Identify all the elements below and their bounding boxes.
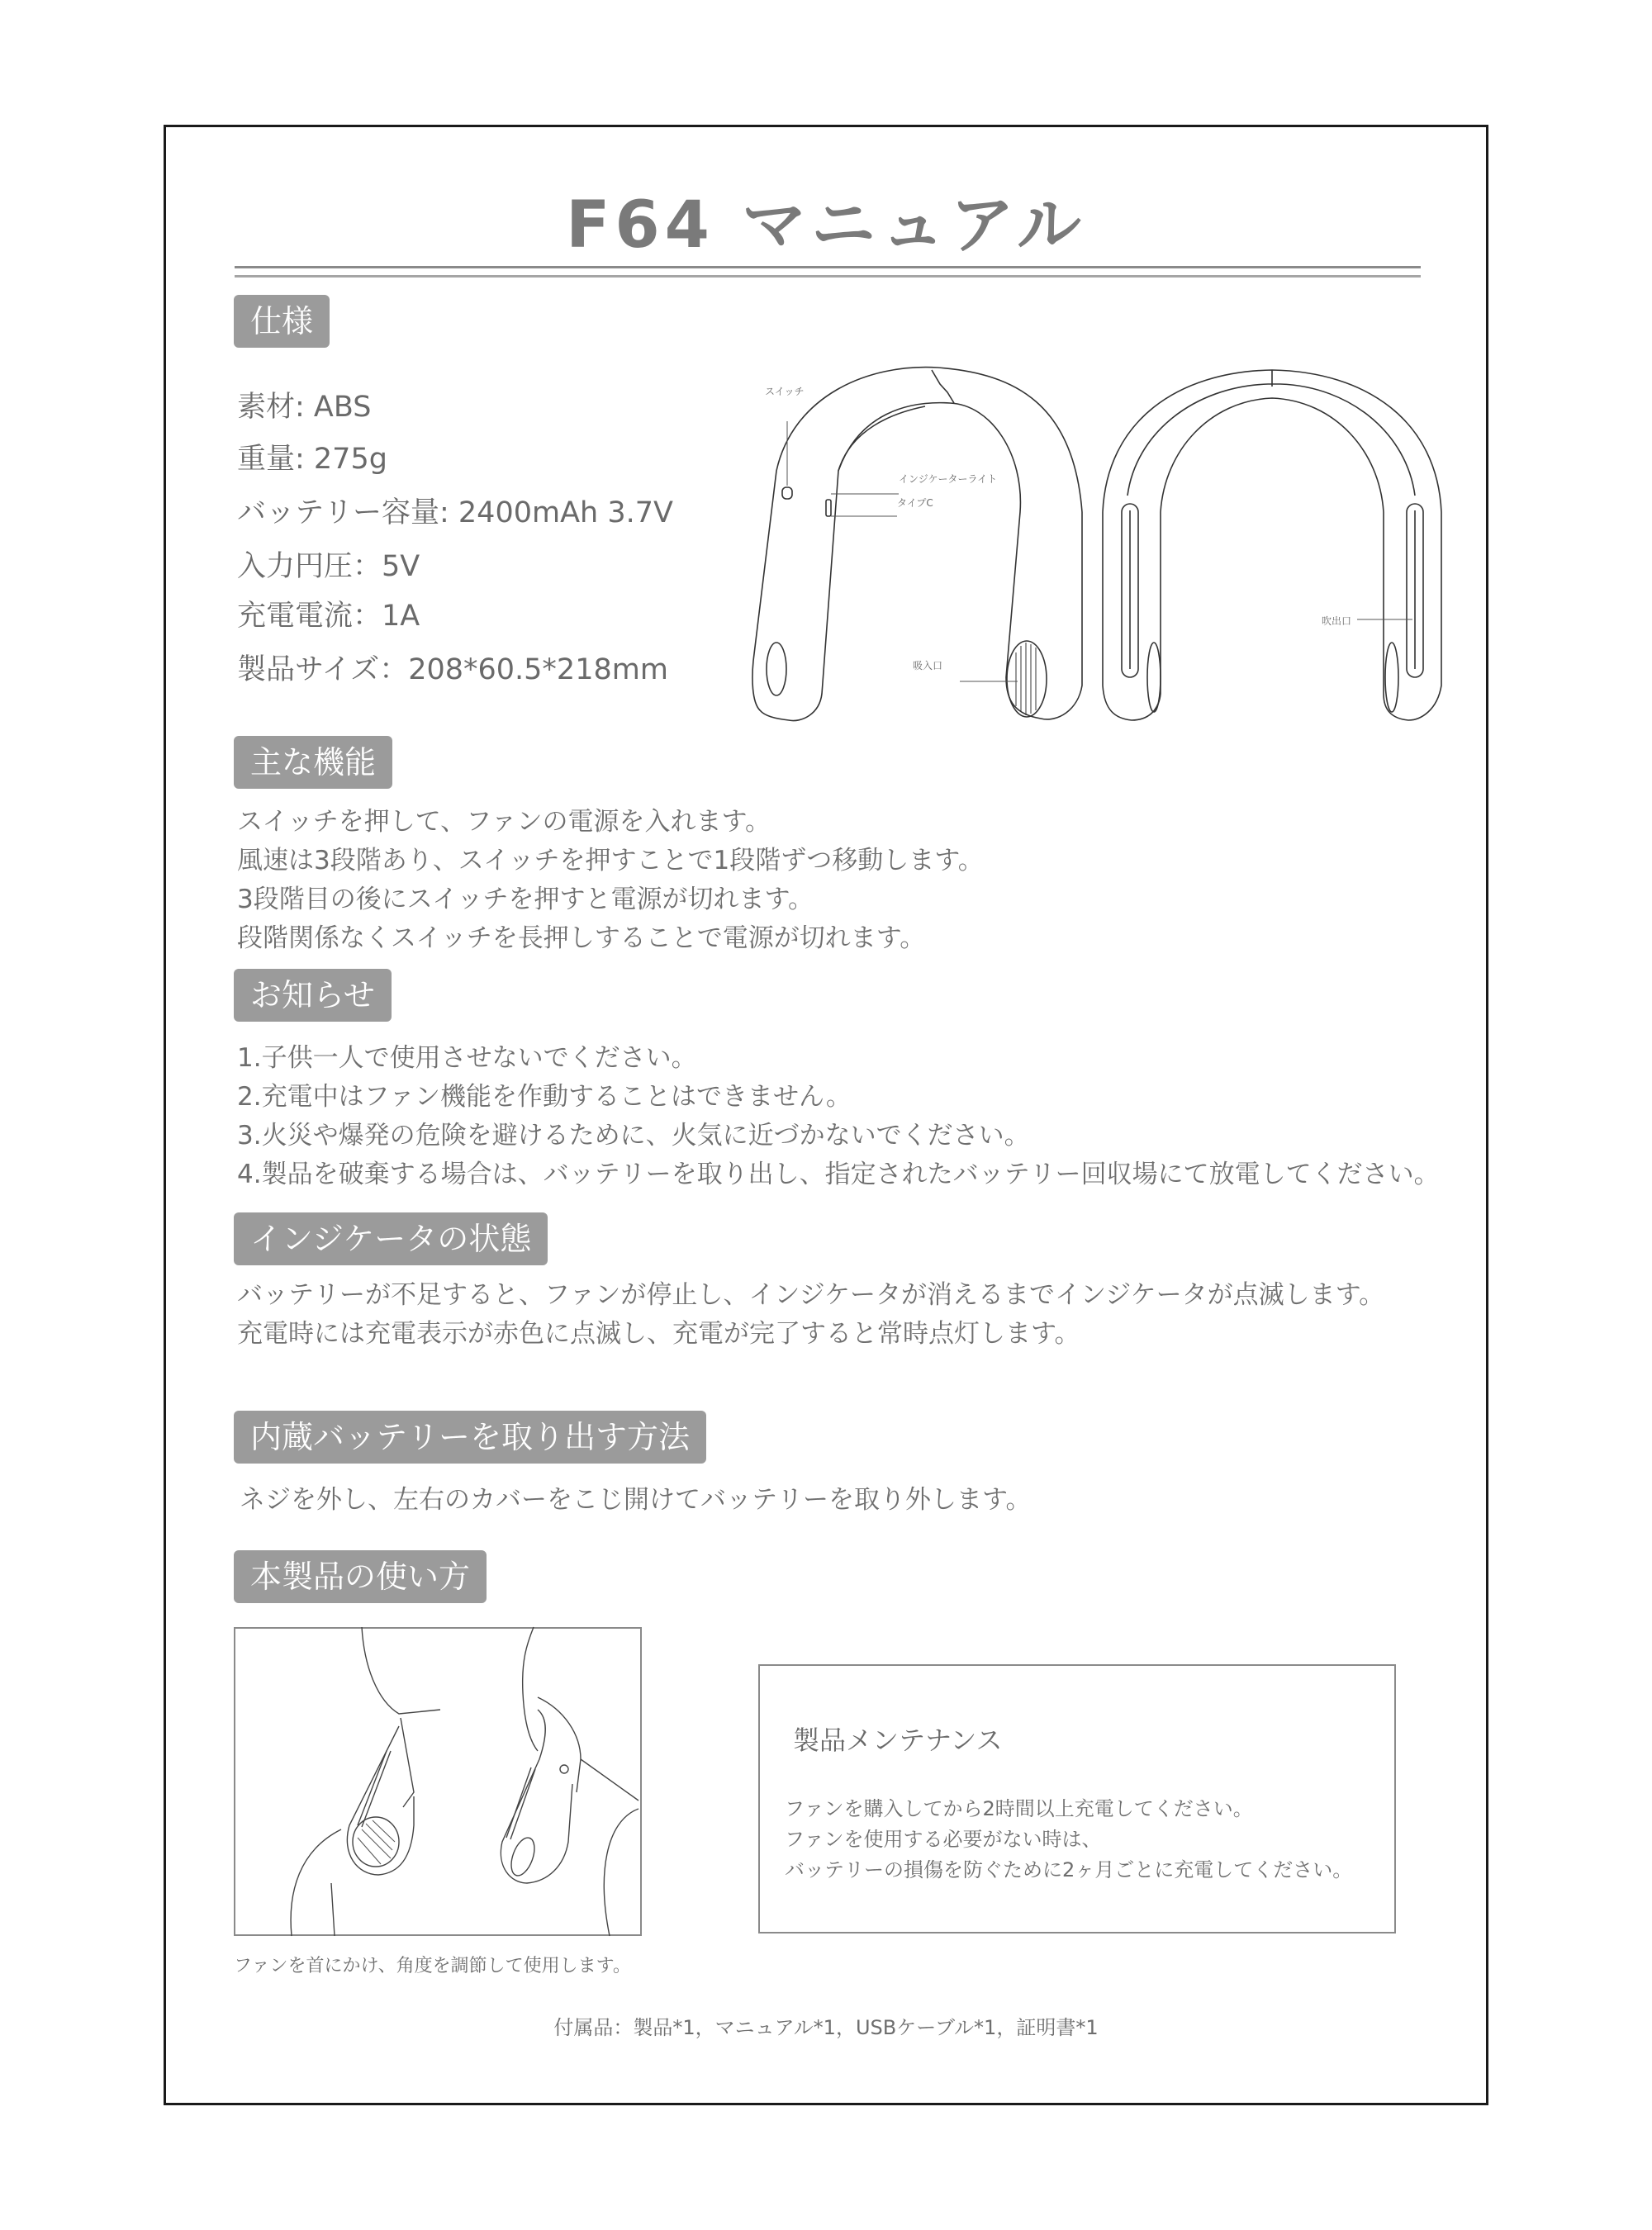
section-header-usage: 本製品の使い方 — [234, 1550, 487, 1603]
usage-illustration — [234, 1627, 642, 1936]
notice-line: 2.充電中はファン機能を作動することはできません。 — [237, 1082, 852, 1112]
product-front-view-diagram — [1094, 347, 1458, 719]
spec-battery-capacity: バッテリー容量: 2400mAh 3.7V — [237, 496, 673, 529]
title-divider-top — [235, 266, 1421, 268]
section-header-notice: お知らせ — [234, 969, 392, 1022]
battery-removal-line: ネジを外し、左右のカバーをこじ開けてバッテリーを取り外します。 — [240, 1485, 1032, 1515]
feature-line: 3段階目の後にスイッチを押すと電源が切れます。 — [237, 885, 814, 914]
notice-line: 4.製品を破棄する場合は、バッテリーを取り出し、指定されたバッテリー回収場にて放電してください。 — [237, 1160, 1440, 1189]
feature-line: 段階関係なくスイッチを長押しすることで電源が切れます。 — [237, 923, 926, 953]
spec-product-size: 製品サイズ：208*60.5*218mm — [237, 653, 668, 686]
callout-indicator-light: インジケーターライト — [899, 473, 998, 485]
maintenance-line: ファンを使用する必要がない時は、 — [785, 1828, 1102, 1851]
spec-charge-current: 充電電流：1A — [237, 600, 420, 633]
feature-line: 風速は3段階あり、スイッチを押すことで1段階ずつ移動します。 — [237, 846, 984, 875]
maintenance-line: バッテリーの損傷を防ぐために2ヶ月ごとに充電してください。 — [785, 1858, 1353, 1881]
page-title: F64 マニュアル — [566, 188, 1086, 263]
callout-type-c: タイプC — [897, 497, 933, 509]
usage-caption: ファンを首にかけ、角度を調節して使用します。 — [234, 1956, 631, 1976]
title-divider-bottom — [235, 275, 1421, 278]
included-items: 付属品：製品*1，マニュアル*1，USBケーブル*1，証明書*1 — [553, 2016, 1099, 2039]
spec-input-voltage: 入力円圧：5V — [237, 550, 420, 583]
indicator-line: 充電時には充電表示が赤色に点滅し、充電が完了すると常時点灯します。 — [237, 1319, 1080, 1349]
callout-switch: スイッチ — [765, 386, 805, 397]
section-header-features: 主な機能 — [234, 736, 392, 789]
maintenance-line: ファンを購入してから2時間以上充電してください。 — [785, 1797, 1253, 1820]
section-header-battery-removal: 内蔵バッテリーを取り出す方法 — [234, 1411, 706, 1464]
spec-weight: 重量: 275g — [237, 443, 387, 476]
section-header-indicator: インジケータの状態 — [234, 1212, 548, 1265]
callout-outlet: 吹出口 — [1322, 615, 1352, 627]
indicator-line: バッテリーが不足すると、ファンが停止し、インジケータが消えるまでインジケータが点滅します。 — [237, 1280, 1385, 1310]
notice-line: 3.火災や爆発の危険を避けるために、火気に近づかないでください。 — [237, 1121, 1030, 1151]
callout-intake: 吸入口 — [913, 660, 943, 671]
spec-material: 素材: ABS — [237, 391, 372, 424]
section-header-specs: 仕様 — [234, 295, 330, 348]
notice-line: 1.子供一人で使用させないでください。 — [237, 1043, 697, 1073]
feature-line: スイッチを押して、ファンの電源を入れます。 — [237, 807, 771, 837]
maintenance-title: 製品メンテナンス — [793, 1725, 1003, 1756]
